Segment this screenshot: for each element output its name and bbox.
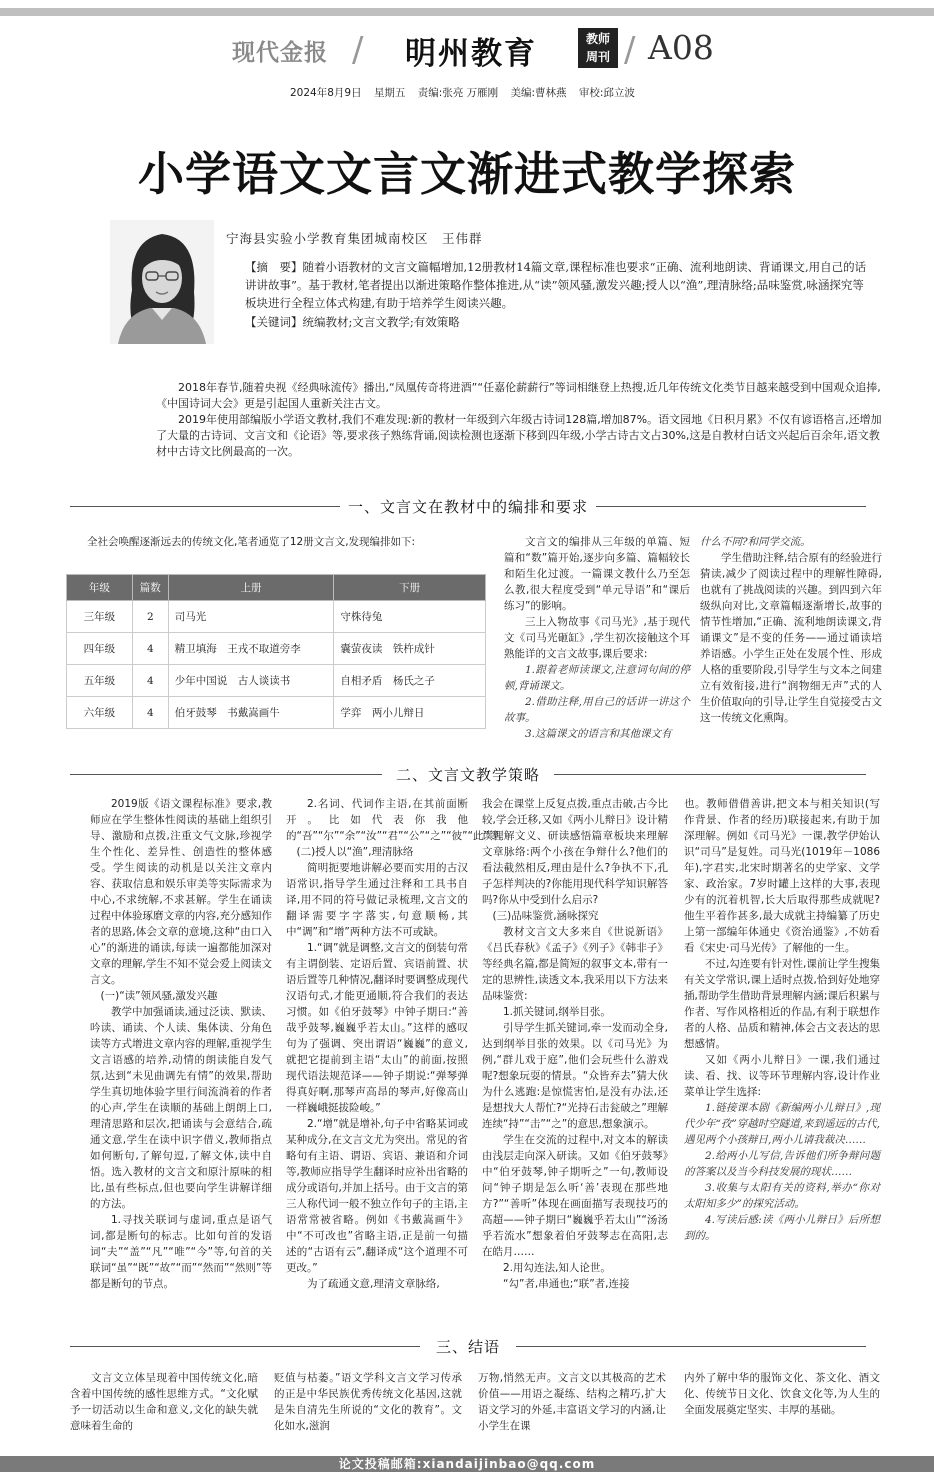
column-paragraph: 2019版《语文课程标准》要求,教师应在学生整体性阅读的基础上组织引导、激励和点拨,注重文气文脉,珍视学生个性化、差异性、创造性的整体感受。学生阅读的动机是以关注文章内容、获取信息和娱乐审美等实际需求为中心,不求统解,不求甚解。学生在诵读过程中体验琢磨文章的内容,充分感知作者的思路,体会文章的意境,这种“由口入心”的渐进的诵读,每读一遍都能加深对文章的理解,学生不知不觉会爱上阅读文言文。 [90,798,272,986]
table-row [67,601,486,633]
section1-lead [66,534,486,550]
column-paragraph: 2.名词、代词作主语,在其前面断开。比如代表你我他的“吾”“尔”“余”“汝”“君”“公”“之”“彼”“此”等。 [286,798,510,842]
column-paragraph: 1.寻找关联词与虚词,重点是语气词,都是断句的标志。比如句首的发语词“夫”“盖”“凡”“唯”“今”等,句首的关联词“虽”“既”“故”“而”“然而”“然则”等都是断句的节点。 [90,1214,272,1290]
article-title: 小学语文文言文渐进式教学探索 [138,147,796,201]
table-cell: 4 [132,665,168,697]
table-cell: 伯牙鼓琴 书戴嵩画牛 [168,697,334,729]
table-row [67,633,486,665]
conclusion-column-1 [70,1370,258,1434]
reviewer: 审校:邱立波 [578,87,635,99]
section-heading-3 [70,1336,866,1356]
section-title: 一、文言文在教材中的编排和要求 [347,498,588,516]
conclusion-column-3 [478,1370,666,1434]
column-paragraph: 也。教师借借善讲,把文本与相关知识(写作背景、作者的经历)联接起来,有助于加深理解。例如《司马光》一课,教学伊始认识“司马”是复姓。司马光(1019年－1086年),字君实,北宋时期著名的史学家、文学家、政治家。7岁时罐上这样的大事,表现少有的沉着机智,长大后取得那些成就呢?他生平着作甚多,最大成就主持编纂了历史上第一部编年体通史《资治通鉴》,不妨看看《宋史·司马光传》了解他的一生。 [684,798,880,954]
table-row [67,697,486,729]
column-paragraph: 3.收集与太阳有关的资料,举办“你对太阳知多少”的探究活动。 [684,1182,880,1210]
column-paragraph: 4.写读后感:读《两小儿辩日》后所想到的。 [684,1214,880,1242]
abstract-text: 【摘 要】随着小语教材的文言文篇幅增加,12册教材14篇文章,课程标准也要求“正确、流利地朗读、背诵课文,用自己的话讲讲故事”。基于教材,笔者提出以渐进策略作整体推进,从“读”领风骚,激发兴趣;授人以“渔”,理清脉络;品味鉴赏,咏涵探究等板块进行全程立体式构建,有助于培养学生阅读兴趣。 [245,260,867,310]
table-cell: 五年级 [67,665,133,697]
column-paragraph: 学生在交流的过程中,对文本的解读由浅层走向深入研读。又如《伯牙鼓琴》中“伯牙鼓琴,钟子期听之”一句,教师设问“钟子期是怎么听‘善’表现在那些地方?”“善听”体现在画面描写表现技巧的高超——钟子期曰“巍巍乎若太山”“汤汤乎若流水”想象着伯牙鼓琴志在高阳,志在皓月…… [482,1134,668,1258]
column-paragraph: 什么不同?和同学交流。 [700,536,811,548]
top-gray-bar [0,8,934,16]
column-paragraph: “勾”者,串通也;“联”者,连接 [503,1278,630,1290]
heading-rule [596,506,866,507]
table-cell: 4 [132,633,168,665]
table-header: 年级 [67,575,133,601]
section-heading-2 [70,764,866,784]
table-cell: 4 [132,697,168,729]
column-paragraph: 引导学生抓关键词,牵一发而动全身,达到纲举目张的效果。以《司马光》为例,“群儿戏于庭”,他们会玩些什么游戏呢?想象玩耍的情景。“众皆弃去”猜大伙为什么逃跑:是惊慌害怕,是没有办法,还是想找大人帮忙?“光持石击瓮破之”理解连续“持”“击”“之”的意思,想象演示。 [482,1022,668,1130]
column-paragraph: 我会在课堂上反复点拨,重点击破,古今比较,学会迁移,又如《两小儿辩日》设计精读理解文义、研读感悟篇章板块来理解文章脉络:两个小孩在争辩什么?他们的看法截然相反,理由是什么?争执不下,孔子怎样判决的?你能用现代科学知识解答吗?你从中受到什么启示? [482,798,668,906]
author-photo [110,220,214,344]
column-paragraph: 1.跟着老师读课文,注意词句间的停顿,背诵课文。 [504,664,690,692]
column-paragraph: 2.给两小儿写信,告诉他们所争辩问题的答案以及当今科技发展的现状…… [684,1150,880,1178]
section-heading-1 [70,496,866,516]
column-paragraph: 教材文言文大多来自《世说新语》《吕氏春秋》《孟子》《列子》《韩非子》等经典名篇,都是简短的叙事文本,带有一定的思辨性,读透文本,我采用以下方法来品味鉴赏: [482,926,668,1002]
column-paragraph: 2.借助注释,用自己的话讲一讲这个故事。 [504,696,690,724]
conclusion-paragraph: 万物,悄然无声。文言文以其极高的艺术价值——用语之凝练、结构之精巧,扩大语文学习的外延,丰富语文学习的内涵,让小学生在课 [478,1372,666,1432]
author-line: 宁海县实验小学教育集团城南校区 王伟群 [226,231,483,246]
table-cell: 司马光 [168,601,334,633]
column-paragraph: (三)品味鉴赏,涵咏探究 [492,910,599,922]
section2-column-3 [482,796,668,1292]
column-paragraph: 简明扼要地讲解必要而实用的古汉语常识,指导学生通过注释和工具书自译,用不同的符号做记录梳理,文言文的翻译需要字字落实,句意顺畅,其中“调”和“增”两种方法不可或缺。 [286,862,468,938]
masthead-slash: / [352,30,364,70]
section2-column-4 [684,796,880,1244]
submission-email: 论文投稿邮箱:xiandaijinbao@qq.com [338,1457,596,1471]
masthead-slash: / [624,30,636,70]
table-header: 上册 [168,575,334,601]
keywords-text: 【关键词】统编教材;文言文教学;有效策略 [245,315,460,329]
weekly-badge [578,28,618,68]
column-paragraph: 不过,勾连要有针对性,课前让学生搜集有关文学常识,课上适时点拨,恰到好处地穿插,帮助学生借助背景理解内涵;课后积累与作者、写作风格相近的作品,有利于联想作者的人格、品质和精神,体会古文表达的思想感情。 [684,958,880,1050]
table-cell: 自相矛盾 杨氏之子 [334,665,486,697]
column-paragraph: 为了疏通文意,理清文章脉络, [307,1278,440,1290]
table-cell: 三年级 [67,601,133,633]
intro-block [156,380,882,460]
column-paragraph: 1.抓关键词,纲举目张。 [503,1006,611,1018]
column-paragraph: 1.链接课本剧《新编两小儿辩日》,现代少年“孜”穿越时空隧道,来到遥远的古代,遇见两个小孩辩日,两小儿请我裁决…… [684,1102,880,1146]
table-cell: 四年级 [67,633,133,665]
badge-line-2: 周刊 [585,50,610,64]
column-paragraph: 三上入物故事《司马光》,基于现代文《司马光砸缸》,学生初次接触这个耳熟能详的文言文故事,课后要求: [504,616,690,660]
conclusion-paragraph: 文言文立体呈现着中国传统文化,暗含着中国传统的感性思维方式。“文化赋予一切活动以生命和意义,文化的缺失就意味着生命的 [70,1372,258,1432]
page-number: A08 [648,28,714,67]
table-cell: 精卫填海 王戎不取道旁李 [168,633,334,665]
section2-column-2 [286,796,510,1292]
column-paragraph: (二)授人以“渔”,理清脉络 [296,846,414,858]
table-cell: 守株待兔 [334,601,486,633]
conclusion-paragraph: 贬值与枯萎。”语文学科文言文学习传承的正是中华民族优秀传统文化基因,这就是朱自清先生所说的“文化的教育”。文化如水,滋润 [274,1372,462,1432]
dateline [290,85,644,100]
section1-column-3 [700,534,882,726]
heading-rule [516,1346,866,1347]
column-paragraph: 教学中加强诵读,通过泛读、默读、吟读、诵读、个人读、集体读、分角色读等方式增进文章内容的理解,重视学生文言语感的培养,动情的朗读能自发气氛,达到“未见曲调先有情”的效果,帮助学生真切地体验字里行间流淌着的作者的心声,学生在读顺的基础上朗朗上口,理清思路和层次,把诵读与会意结合,疏通文意,学生在读中识字借义,教师指点如何断句,了解句逗,了解文体,读中自悟。选入教材的文言文和原汁原味的相比,虽有些标点,但也要向学生讲解详细的方法。 [90,1006,272,1210]
column-paragraph: 学生借助注释,结合原有的经验进行猜读,减少了阅读过程中的理解性障碍,也就有了挑战阅读的兴趣。到四到六年级纵向对比,文章篇幅逐渐增长,故事的情节性增加,“正确、流利地朗读课文,背诵课文”是不变的任务——通过诵读培养语感。小学生正处在发展个性、形成人格的重要阶段,引导学生与文本之间建立有效衔接,进行“润物细无声”式的人生价值取向的引导,让学生自觉接受古文这一传统文化熏陶。 [700,552,882,724]
conclusion-paragraph: 内外了解中华的服饰文化、茶文化、酒文化、传统节日文化、饮食文化等,为人生的全面发展奠定坚实、丰厚的基础。 [684,1372,880,1416]
date: 2024年8月9日 [290,87,362,99]
table-cell: 六年级 [67,697,133,729]
editor: 责编:张亮 万雁刚 [417,87,499,99]
table-cell: 2 [132,601,168,633]
section2-column-1 [90,796,272,1292]
table-row [67,665,486,697]
table-header-row [67,575,486,601]
weekday: 星期五 [373,87,406,99]
section1-column-2 [504,534,690,742]
conclusion-column-4 [684,1370,880,1418]
lead-paragraph: 全社会唤醒逐渐远去的传统文化,笔者通览了12册文言文,发现编排如下: [87,536,416,548]
table-header: 下册 [334,575,486,601]
conclusion-column-2 [274,1370,462,1434]
intro-paragraph: 2018年春节,随着央视《经典咏流传》播出,“凤凰传奇将进酒”“任嘉伦薪薪行”等词相继登上热搜,近几年传统文化类节目越来越受到中国观众追捧,《中国诗词大会》更是引起国人重新关注古文。 [156,381,881,410]
column-paragraph: 2.“增”就是增补,句子中省略某词或某种成分,在文言文尤为突出。常见的省略句有主语、谓语、宾语、兼语和介词等,教师应指导学生翻译时应补出省略的成分或语句,并加上括号。由于文言的第三人称代词一般不独立作句子的主语,主语常常被省略。例如《书戴嵩画牛》中“不可改也”省略主语,正是前一句描述的“古语有云”,翻译成“这个道理不可更改。” [286,1118,468,1274]
section-name: 明州教育 [405,36,537,72]
paper-name: 现代金报 [232,40,328,66]
table-cell: 少年中国说 古人谈读书 [168,665,334,697]
abstract-block [245,258,875,332]
column-paragraph: (一)“读”领风骚,激发兴趣 [100,990,218,1002]
section-title: 二、文言文教学策略 [395,766,540,784]
column-paragraph: 又如《两小儿辩日》一课,我们通过读、看、找、议等环节理解内容,设计作业菜单让学生选择: [684,1054,880,1098]
badge-line-1: 教师 [585,32,610,46]
footer-bar [0,1456,934,1472]
masthead [0,24,934,74]
table-header: 篇数 [132,575,168,601]
column-paragraph: 2.用勾连法,知人论世。 [503,1262,611,1274]
table-cell: 囊萤夜读 铁杵成针 [334,633,486,665]
table-cell: 学弈 两小儿辩日 [334,697,486,729]
column-paragraph: 3.这篇课文的语言和其他课文有 [525,728,672,740]
intro-paragraph: 2019年使用部编版小学语文教材,我们不难发现:新的教材一年级到六年级古诗词128篇,增加87%。语文园地《日积月累》不仅有谚语格言,还增加了大量的古诗词、文言文和《论语》等,要求孩子熟练背诵,阅读检测也逐渐下移到四年级,小学古诗古文占30%,这是自教材白话文兴起后百余年,语文教材中古诗文比例最高的一次。 [156,413,882,458]
section-title: 三、结语 [435,1338,500,1356]
grade-table [66,574,486,729]
column-paragraph: 1.“调”就是调整,文言文的倒装句常有主谓倒装、定语后置、宾语前置、状语后置等几种情况,翻译时要调整成现代汉语句式,才能更通顺,符合我们的表达习惯。如《伯牙鼓琴》中钟子期曰:“善哉乎鼓琴,巍巍乎若太山。”这样的感叹句为了强调、突出谓语“巍巍”的意义,就把它提前到主语“太山”的前面,按照现代语法规范译——钟子期说:“弹琴弹得真好啊,那琴声高昂的琴声,好像高山一样巍峨挺拔险峻。” [286,942,468,1114]
heading-rule [554,774,866,775]
column-paragraph: 文言文的编排从三年级的单篇、短篇和“数”篇开始,逐步向多篇、篇幅较长和陌生化过渡。一篇课文教什么乃至怎么教,很大程度受到“单元导语”和“课后练习”的影响。 [504,536,690,612]
designer: 美编:曹林燕 [510,87,567,99]
